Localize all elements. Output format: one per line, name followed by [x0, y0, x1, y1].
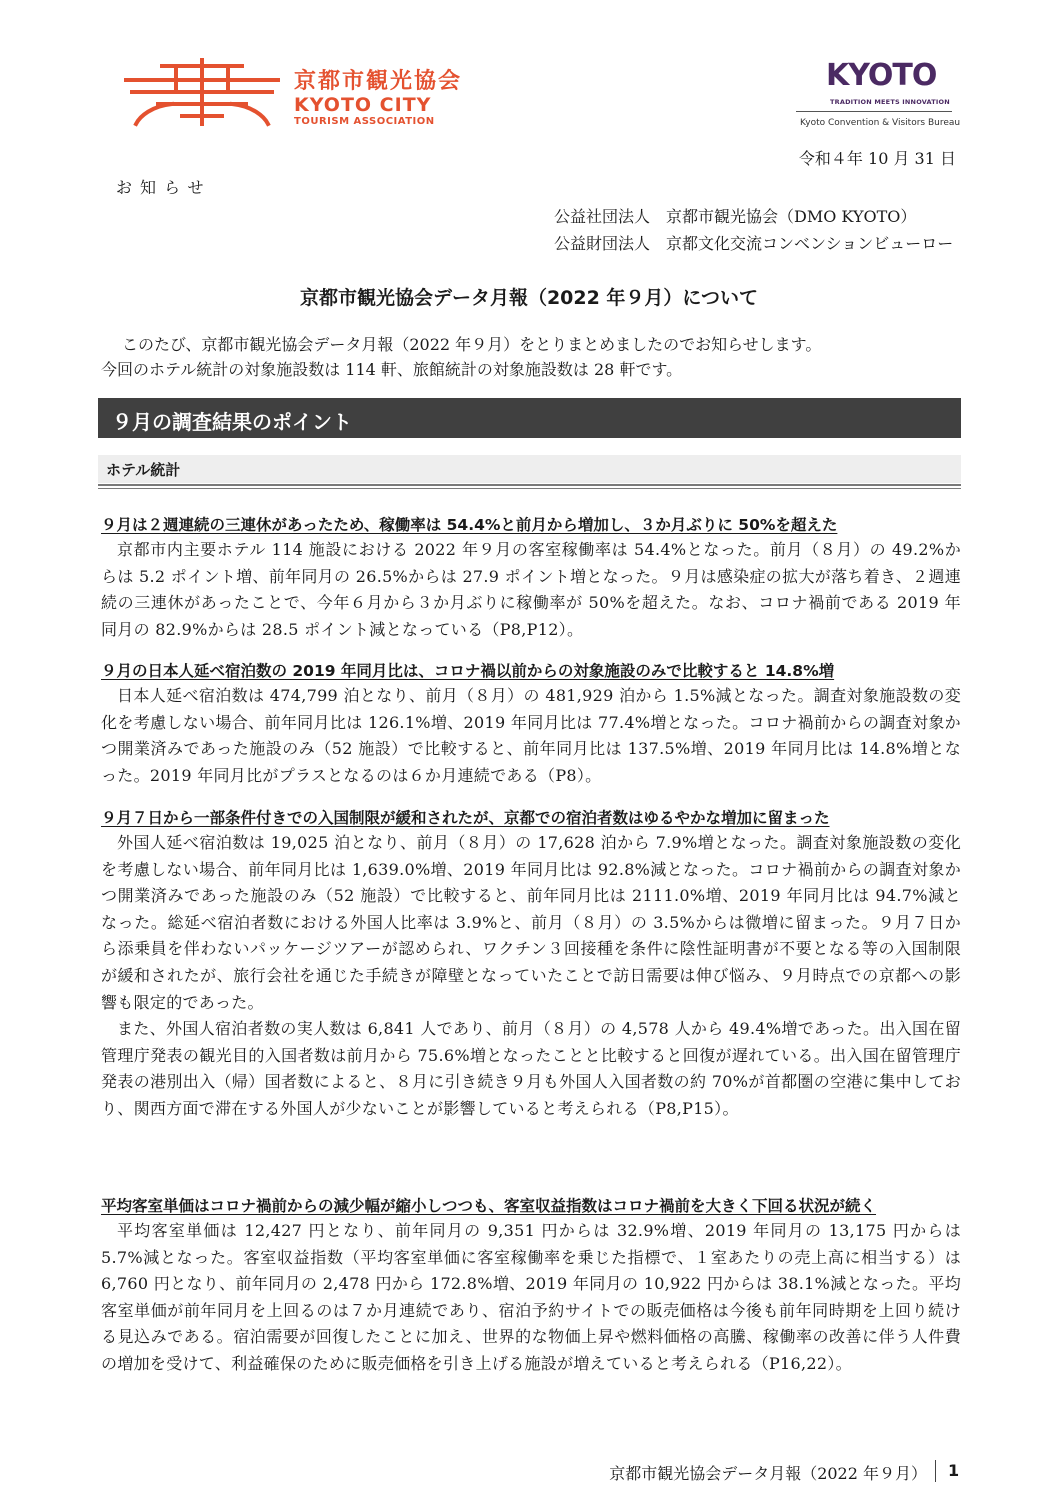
section-header	[98, 398, 961, 438]
point-heading-occupancy: ９月は２週連続の三連休があったため、稼働率は 54.4%と前月から増加し、３か月ぶりに 50%を超えた	[101, 516, 838, 534]
issue-date: 令和４年 10 月 31 日	[798, 149, 956, 168]
issuer-dmo-kyoto: 公益社団法人 京都市観光協会（DMO KYOTO）	[554, 207, 917, 226]
kyoto-emblem-icon	[122, 58, 282, 128]
logo-brand-text: KYOTO	[826, 58, 937, 93]
subsection-divider	[98, 484, 961, 486]
point-heading-japanese-stays: ９月の日本人延べ宿泊数の 2019 年同月比は、コロナ禍以前からの対象施設のみで比較すると 14.8%増	[101, 662, 835, 680]
page-number: 1	[948, 1461, 960, 1480]
subsection-title: ホテル統計	[106, 461, 181, 479]
paragraph: 平均客室単価は 12,427 円となり、前年同月の 9,351 円からは 32.9%増、2019 年同月の 13,175 円からは 5.7%減となった。客室収益指数（平均客室単価に客室稼働率を乗じた指標で、１室あたりの売上高に相当する）は 6,760 円となり、前年同月の 2,478 円から 172.8%増、2019 年同月の 10,922 円からは 38.1%減となった。平均客室単価が前年同月を上回るのは７か月連続であり、宿泊予約サイトでの販売価格は今後も前年同時期を上回り続ける見込みである。宿泊需要が回復したことに加え、世界的な物価上昇や燃料価格の高騰、稼働率の改善に伴う人件費の増加を受けて、利益確保のために販売価格を引き上げる施設が増えていると考えられる（P16,22）。	[101, 1221, 961, 1373]
section-title: ９月の調査結果のポイント	[112, 410, 352, 434]
subsection-header	[98, 455, 961, 483]
footer-label: 京都市観光協会データ月報（2022 年９月）	[609, 1464, 927, 1483]
logo-english-name: KYOTO CITY	[294, 94, 432, 116]
logo-english-subname: TOURISM ASSOCIATION	[294, 116, 435, 127]
paragraph: 京都市内主要ホテル 114 施設における 2022 年９月の客室稼働率は 54.4%となった。前月（８月）の 49.2%からは 5.2 ポイント増、前年同月の 26.5%からは 27.9 ポイント増となった。９月は感染症の拡大が落ち着き、２週連続の三連休があったことで、今年６月から３か月ぶりに稼働率が 50%を超えた。なお、コロナ禍前である 2019 年同月の 82.9%からは 28.5 ポイント減となっている（P8,P12）。	[101, 540, 961, 639]
point-body-occupancy	[101, 537, 961, 643]
logo-divider	[796, 111, 952, 112]
intro-line-2: 今回のホテル統計の対象施設数は 114 軒、旅館統計の対象施設数は 28 軒です。	[101, 360, 683, 379]
paragraph: 外国人延べ宿泊数は 19,025 泊となり、前月（８月）の 17,628 泊から 7.9%増となった。調査対象施設数の変化を考慮しない場合、前年同月比は 1,639.0%増、2019 年同月比は 92.8%減となった。コロナ禍前からの調査対象かつ開業済みであった施設のみ（52 施設）で比較すると、前年同月比は 2111.0%増、2019 年同月比は 94.7%減となった。総延べ宿泊者数における外国人比率は 3.9%と、前月（８月）の 3.5%からは微増に留まった。９月７日から添乗員を伴わないパッケージツアーが認められ、ワクチン３回接種を条件に陰性証明書が不要となる等の入国制限が緩和されたが、旅行会社を通じた手続きが障壁となっていたことで訪日需要は伸び悩み、９月時点での京都への影響も限定的であった。	[101, 833, 961, 1012]
kyoto-cvb-logo	[796, 58, 961, 138]
logo-tagline: TRADITION MEETS INNOVATION	[830, 98, 950, 106]
point-body-foreign-stays	[101, 830, 961, 1123]
paragraph: また、外国人宿泊者数の実人数は 6,841 人であり、前月（８月）の 4,578 人から 49.4%増であった。出入国在留管理庁発表の観光目的入国者数は前月から 75.6%増となったことと比較すると回復が遅れている。出入国在留管理庁発表の港別出入（帰）国者数によると、８月に引き続き９月も外国人入国者数の約 70%が首都圏の空港に集中しており、関西方面で滞在する外国人が少ないことが影響していると考えられる（P8,P15）。	[101, 1019, 961, 1118]
issuer-convention-bureau: 公益財団法人 京都文化交流コンベンションビューロー	[554, 234, 954, 253]
point-body-room-rate	[101, 1218, 961, 1378]
intro-line-1: このたび、京都市観光協会データ月報（2022 年９月）をとりまとめましたのでお知らせします。	[122, 335, 822, 354]
document-title: 京都市観光協会データ月報（2022 年９月）について	[299, 287, 759, 309]
footer-divider	[935, 1460, 936, 1482]
logo-japanese-name: 京都市観光協会	[294, 69, 463, 94]
paragraph: 日本人延べ宿泊数は 474,799 泊となり、前月（８月）の 481,929 泊から 1.5%減となった。調査対象施設数の変化を考慮しない場合、前年同月比は 126.1%増、2019 年同月比は 77.4%増となった。コロナ禍前からの調査対象かつ開業済みであった施設のみ（52 施設）で比較すると、前年同月比は 137.5%増、2019 年同月比は 14.8%増となった。2019 年同月比がプラスとなるのは６か月連続である（P8）。	[101, 686, 961, 785]
subsection-divider-thin	[98, 488, 961, 489]
point-heading-room-rate: 平均客室単価はコロナ禍前からの減少幅が縮小しつつも、客室収益指数はコロナ禍前を大きく下回る状況が続く	[101, 1197, 877, 1215]
point-body-japanese-stays	[101, 683, 961, 789]
logo-bureau-name: Kyoto Convention & Visitors Bureau	[800, 118, 961, 128]
kyoto-city-tourism-logo	[122, 58, 482, 128]
point-heading-foreign-stays: ９月７日から一部条件付きでの入国制限が緩和されたが、京都での宿泊者数はゆるやかな増加に留まった	[101, 809, 830, 827]
notice-label: お知らせ	[116, 178, 212, 197]
